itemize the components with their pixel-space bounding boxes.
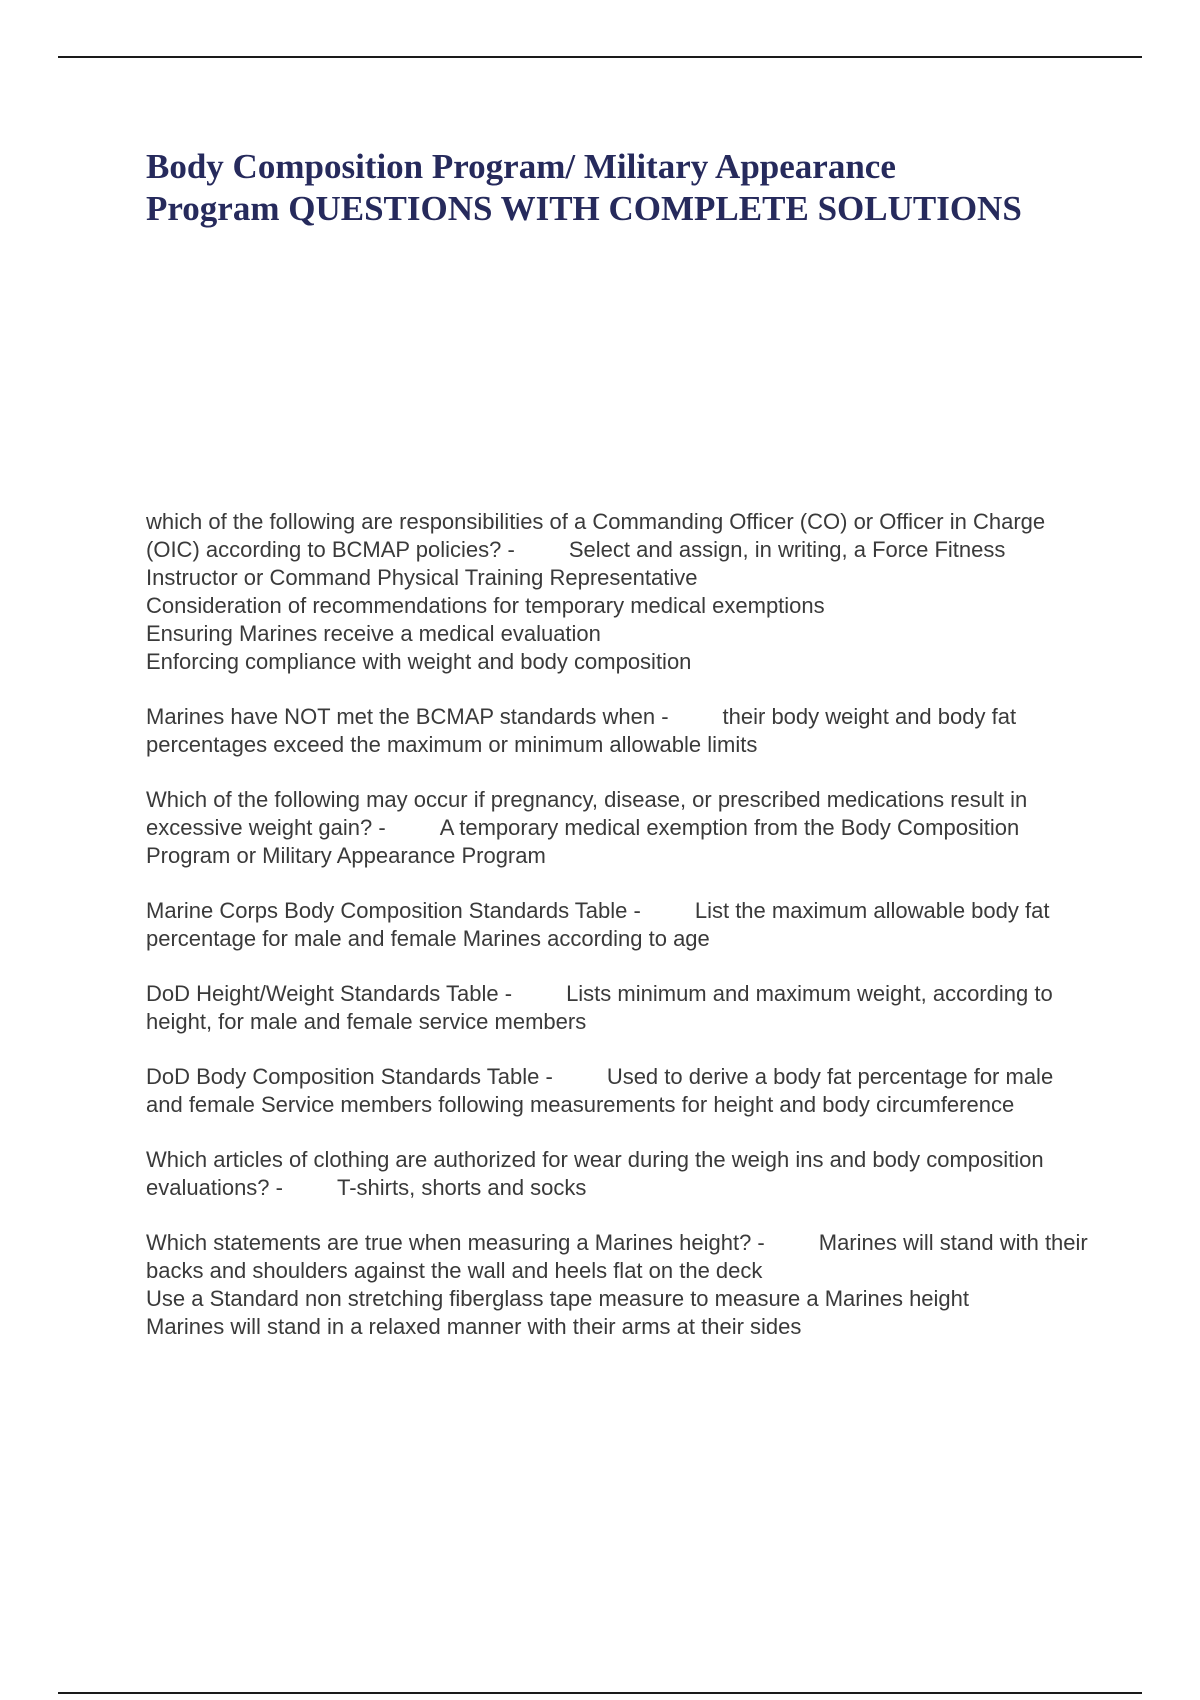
qa-item [146,786,1091,870]
question-text: Which statements are true when measuring a Marines height? - [146,1230,765,1255]
question-text: Marines have NOT met the BCMAP standards when - [146,704,669,729]
qa-item [146,703,1091,759]
top-divider [58,56,1142,58]
qa-item [146,1146,1091,1202]
answer-text: Enforcing compliance with weight and body composition [146,649,692,674]
qa-item [146,897,1091,953]
qa-list [146,508,1091,1368]
answer-text: Consideration of recommendations for temporary medical exemptions [146,593,825,618]
answer-text: A temporary medical exemption from the Body Composition Program or Military Appearance Program [146,815,1020,868]
qa-item [146,1063,1091,1119]
answer-text: Marines will stand in a relaxed manner with their arms at their sides [146,1314,802,1339]
answer-text: Used to derive a body fat percentage for male and female Service members following measurements for height and body circumference [146,1064,1054,1117]
answer-text: Ensuring Marines receive a medical evaluation [146,621,601,646]
document-title [146,146,1146,230]
answer-text: Use a Standard non stretching fiberglass tape measure to measure a Marines height [146,1286,970,1311]
qa-item [146,508,1091,676]
title-line-1: Body Composition Program/ Military Appearance [146,147,896,186]
answer-text: List the maximum allowable body fat percentage for male and female Marines according to age [146,898,1050,951]
question-text: Which of the following may occur if pregnancy, disease, or prescribed medications result in excessive weight gain? - [146,787,1028,840]
question-text: DoD Height/Weight Standards Table - [146,981,513,1006]
qa-item [146,980,1091,1036]
answer-text: T-shirts, shorts and socks [336,1175,587,1200]
title-line-2: Program QUESTIONS WITH COMPLETE SOLUTIONS [146,189,1022,228]
qa-item [146,1229,1091,1341]
answer-text: their body weight and body fat percentages exceed the maximum or minimum allowable limits [146,704,1017,757]
answer-text: Marines will stand with their backs and shoulders against the wall and heels flat on the deck [146,1230,1088,1283]
question-text: DoD Body Composition Standards Table - [146,1064,553,1089]
question-text: Marine Corps Body Composition Standards Table - [146,898,641,923]
question-text: Which articles of clothing are authorized for wear during the weigh ins and body composition evaluations? - [146,1147,1044,1200]
answer-text: Lists minimum and maximum weight, according to height, for male and female service members [146,981,1053,1034]
bottom-divider [58,1692,1142,1694]
question-text: which of the following are responsibilities of a Commanding Officer (CO) or Officer in Charge (OIC) according to BCMAP policies? - [146,509,1046,562]
answer-text: Select and assign, in writing, a Force Fitness Instructor or Command Physical Training Representative [146,537,1006,590]
